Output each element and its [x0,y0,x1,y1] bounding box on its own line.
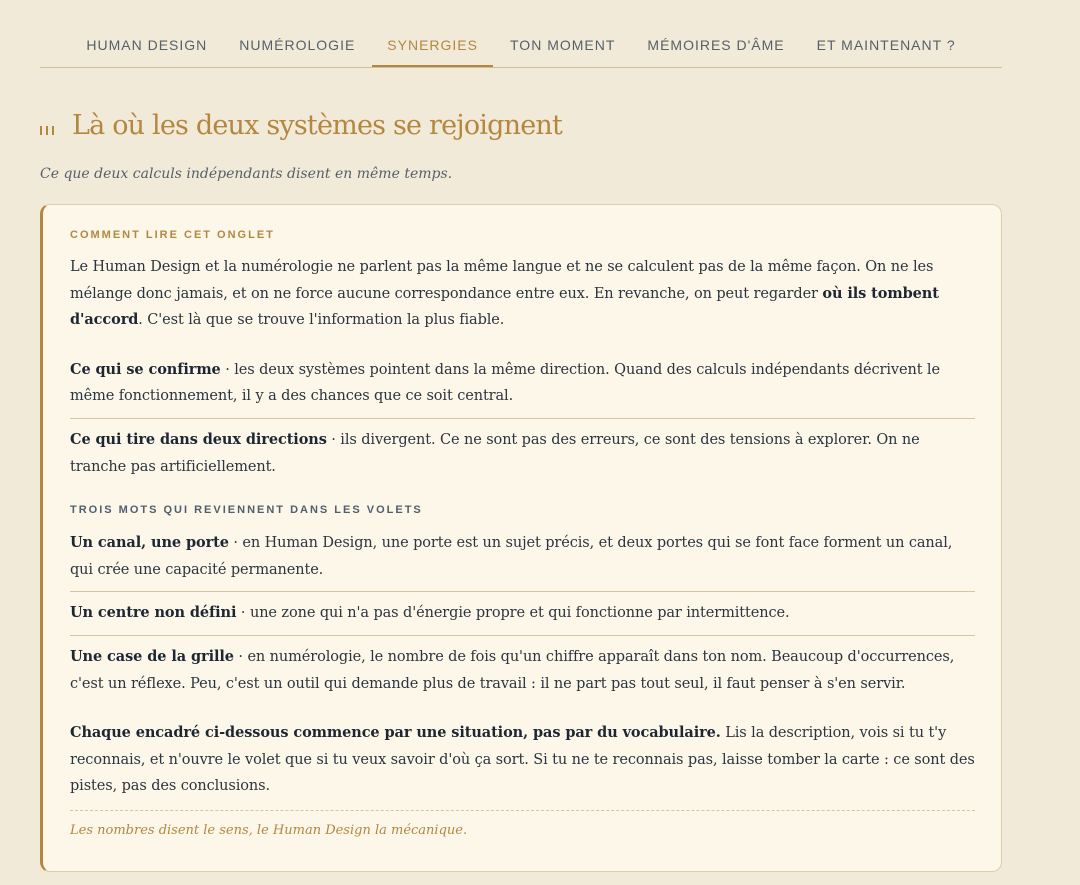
page-title: Là où les deux systèmes se rejoignent [72,110,563,141]
section-heading [40,110,562,141]
page-subtitle: Ce que deux calculs indépendants disent en même temps. [40,166,453,182]
glossary-kicker: TROIS MOTS QUI REVIENNENT DANS LES VOLETS [70,504,423,517]
diverge-paragraph: Ce qui tire dans deux directions · ils divergent. Ce ne sont pas des erreurs, ce sont des tensions à explorer. On ne tranche pas artificiellement. [70,430,920,475]
info-card [40,204,1002,872]
tab-human-design[interactable]: HUMAN DESIGN [86,37,208,53]
confirm-paragraph: Ce qui se confirme · les deux systèmes pointent dans la même direction. Quand des calculs indépendants décrivent le même fonctionnement, il y a des chances que ce soit central. [70,360,940,405]
tab-bar [40,24,1002,68]
tab-numerologie[interactable]: NUMÉROLOGIE [239,37,356,53]
chaque-paragraph: Chaque encadré ci-dessous commence par une situation, pas par du vocabulaire. Lis la description, vois si tu t'y reconnais, et n'ouvre le volet que si tu veux savoir d'où ça sort. Si tu ne te reconnais pas, laisse tomber la carte : ce sont des pistes, pas des conclusions. [70,724,975,795]
glossary-centre: Un centre non défini · une zone qui n'a pas d'énergie propre et qui fonctionne par intermittence. [70,604,790,622]
glossary-case: Une case de la grille · en numérologie, le nombre de fois qu'un chiffre apparaît dans ton nom. Beaucoup d'occurrences, c'est un réflexe. Peu, c'est un outil qui demande plus de travail : il ne part pas tout seul, il faut penser à s'en servir. [70,647,955,692]
tab-et-maintenant[interactable]: ET MAINTENANT ? [816,37,956,53]
intro-paragraph: Le Human Design et la numérologie ne parlent pas la même langue et ne se calculent pas de la même façon. On ne les mélange donc jamais, et on ne force aucune correspondance entre eux. En revanche, on peut regarder où ils tombent d'accord. C'est là que se trouve l'information la plus fiable. [70,259,939,329]
glossary-canal: Un canal, une porte · en Human Design, une porte est un sujet précis, et deux portes qui se font face forment un canal, qui crée une capacité permanente. [70,534,953,578]
three-bars-icon [40,126,54,135]
card-kicker: COMMENT LIRE CET ONGLET [70,229,275,241]
tab-synergies[interactable]: SYNERGIES [372,24,493,67]
card-footer-quote: Les nombres disent le sens, le Human Design la mécanique. [70,822,468,838]
tab-ton-moment[interactable]: TON MOMENT [510,37,616,53]
tab-memoires-d-ame[interactable]: MÉMOIRES D'ÂME [647,37,785,53]
